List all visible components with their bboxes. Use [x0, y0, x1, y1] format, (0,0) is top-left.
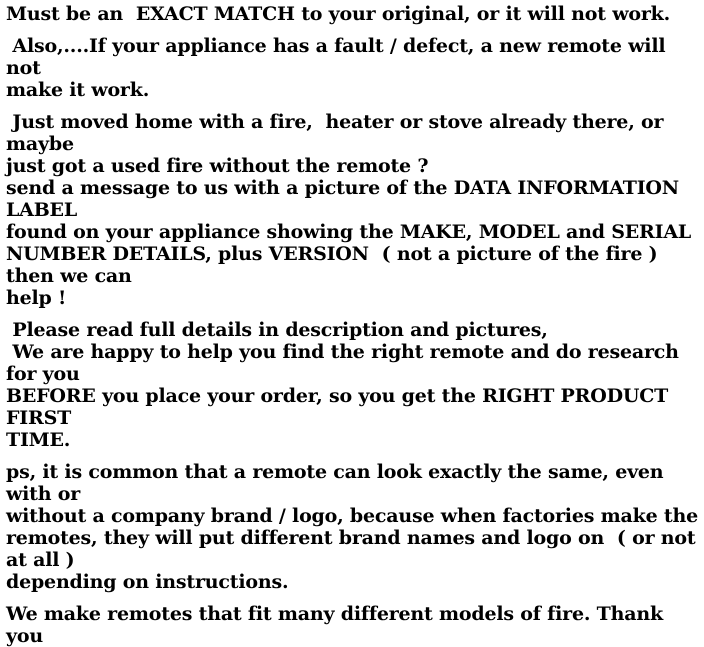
paragraph-fault-defect: [6, 35, 700, 101]
text-line: make it work.: [6, 79, 150, 101]
text-line: ps, it is common that a remote can look exactly the same, even with or: [6, 461, 670, 505]
paragraph-read-details-help: [6, 319, 700, 451]
text-line: Must be an EXACT MATCH to your original, or it will not work.: [6, 3, 671, 25]
text-line: without a company brand / logo, because when factories make the: [6, 505, 698, 527]
text-line: NUMBER DETAILS, plus VERSION ( not a picture of the fire ) then we can: [6, 243, 664, 287]
text-line: TIME.: [6, 429, 71, 451]
paragraph-ps-branding-note: [6, 461, 700, 593]
paragraph-exact-match: [6, 3, 700, 25]
paragraph-closing-thanks: [6, 603, 700, 647]
text-line: just got a used fire without the remote ?: [6, 155, 429, 177]
text-line: Just moved home with a fire, heater or stove already there, or maybe: [6, 111, 670, 155]
text-line: help !: [6, 287, 67, 309]
text-line: BEFORE you place your order, so you get the RIGHT PRODUCT FIRST: [6, 385, 675, 429]
text-line: remotes, they will put different brand names and logo on ( or not at all ): [6, 527, 702, 571]
text-line: Please read full details in description and pictures,: [6, 319, 548, 341]
paragraph-moved-home-instructions: [6, 111, 700, 309]
text-line: We are happy to help you find the right remote and do research for you: [6, 341, 686, 385]
text-line: found on your appliance showing the MAKE, MODEL and SERIAL: [6, 221, 692, 243]
text-line: Also,....If your appliance has a fault / defect, a new remote will not: [6, 35, 672, 79]
text-line: depending on instructions.: [6, 571, 289, 593]
text-line: send a message to us with a picture of the DATA INFORMATION LABEL: [6, 177, 686, 221]
text-line: We make remotes that fit many different models of fire. Thank you: [6, 603, 670, 647]
